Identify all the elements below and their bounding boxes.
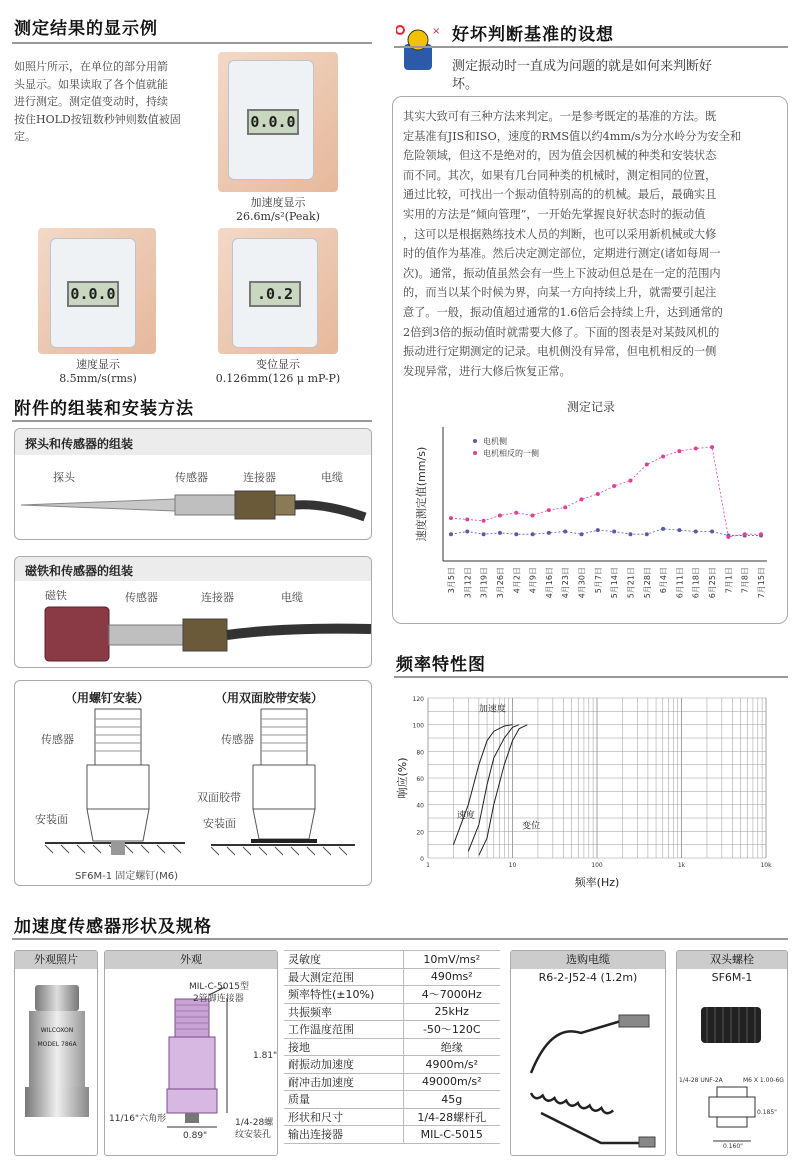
thread-note: 1/4-28螺 (235, 1118, 274, 1128)
data-point (612, 530, 616, 534)
sensor-outline-panel (104, 950, 278, 1156)
bolt-header: 双头螺栓 (677, 951, 787, 969)
connector-type-note: MIL-C-5015型 (189, 982, 249, 992)
magnet-label: 磁铁 (45, 589, 67, 602)
criteria-body: 其实大致可有三种方法来判定。一是参考既定的基准的方法。既 定基准有JIS和ISO，速度的RMS值以约4mm/s为分水岭分为安全和 危险领域，但这不是绝对的，因为值会因机械的种类和安装状态 而不同。其次，如果有几台同种类的机械时，测定相同的位置， 通过比较，可找出一个振动值特别高的的机械。最后，最确实且 实用的方法是“倾向管理”，一开始先掌握良好状态时的振动值 ，这可以是根据熟练技术人员的判断，也可以采用新机械或大修 时的值作为基准。然后决定测定部位，定期进行测定(诸如每周一 次)。通常，振动值虽然会有一些上下波动但总是在一定的范围内 的，而当以某个时候为界，向某一方向持续上升，就需要引起注 意了。一般，振动值超过通常的1.6倍后会持续上升，达到通常的 2倍到3倍的振动值时就需要大修了。下面的图表是对某鼓风机的 振动进行定期测定的记录。电机侧没有异常，但电机相反的一侧 发现异常，进行大修后恢复正常。 (403, 110, 742, 378)
vibration-meter (232, 238, 318, 348)
data-point (661, 454, 665, 458)
x-tick-label: 4月2日 (512, 567, 522, 594)
data-point (580, 532, 584, 536)
x-tick-label: 100 (591, 862, 603, 869)
bolt-drawing (677, 991, 787, 1155)
sensor-brand: WILCOXON (40, 1027, 74, 1034)
y-tick-label: 0 (420, 856, 424, 863)
sensor-hex-base (25, 1087, 89, 1117)
data-point (531, 513, 535, 517)
spec-row (284, 1091, 500, 1109)
spec-label: 耐冲击加速度 (284, 1073, 403, 1091)
divider (12, 420, 372, 422)
x-tick-label: 4月9日 (528, 567, 538, 594)
data-point (645, 463, 649, 467)
data-point (580, 497, 584, 501)
data-point (547, 531, 551, 535)
criteria-lead: 测定振动时一直成为问题的就是如何来判断好 坏。 (452, 59, 713, 92)
x-tick-label: 7月1日 (724, 567, 734, 594)
data-point (498, 513, 502, 517)
data-point (563, 530, 567, 534)
spec-label: 形状和尺寸 (284, 1108, 403, 1126)
probe-assembly-title: 探头和传感器的组装 (25, 437, 134, 451)
magnet-assembly-drawing (15, 603, 371, 665)
data-point (465, 530, 469, 534)
data-point (661, 527, 665, 531)
svg-text:×: × (432, 26, 440, 37)
sensor-outline-header: 外观 (105, 951, 277, 969)
series-line (451, 529, 761, 536)
probe-assembly-box (14, 428, 372, 540)
divider (12, 938, 788, 940)
curve-label: 变位 (522, 821, 541, 832)
cable-model: R6-2-J52-4 (1.2m) (538, 971, 638, 984)
y-tick-label: 40 (416, 802, 424, 810)
velocity-caption: 速度显示 8.5mm/s(rms) (59, 358, 137, 385)
sensor-body (29, 1011, 85, 1087)
data-point (759, 532, 763, 536)
connector-label: 连接器 (243, 471, 276, 484)
sensor-label: 传感器 (175, 471, 208, 484)
x-tick-label: 5月7日 (593, 567, 603, 594)
spec-row (284, 1108, 500, 1126)
criteria-section-title: 好坏判断基准的设想 (452, 25, 614, 45)
screw-surface-label: 安装面 (35, 813, 68, 826)
probe-label: 探头 (53, 471, 75, 484)
y-tick-label: 60 (416, 776, 424, 783)
data-point (563, 505, 567, 509)
data-point (547, 508, 551, 512)
spec-value: 25kHz (403, 1003, 500, 1021)
y-tick-label: 100 (412, 722, 424, 730)
spec-row (284, 1038, 500, 1056)
x-tick-label: 7月15日 (757, 567, 766, 599)
measurement-record-chart (403, 397, 779, 621)
bolt-dim-d: 0.160" (723, 1143, 743, 1150)
data-point (743, 532, 747, 536)
spec-label: 接地 (284, 1038, 403, 1056)
response-curve (453, 725, 512, 845)
thread-note-2: 纹安装孔 (235, 1130, 272, 1140)
displacement-display-photo (218, 228, 338, 354)
divider (394, 676, 788, 678)
spec-label: 耐振动加速度 (284, 1056, 403, 1074)
screw-mount-title: （用螺钉安装） (65, 691, 150, 705)
cable-label: 电缆 (321, 471, 343, 484)
displacement-caption: 变位显示 0.126mm(126 μ mP-P) (215, 358, 341, 385)
x-tick-label: 3月19日 (479, 567, 489, 599)
spec-value: 10mV/ms² (403, 951, 500, 969)
divider (12, 42, 372, 44)
height-dimension: 1.81" (253, 1051, 278, 1061)
spec-value: 49000m/s² (403, 1073, 500, 1091)
criteria-box (392, 96, 788, 624)
legend-label: 电机相反的一侧 (483, 449, 539, 458)
legend-label: 电机侧 (483, 437, 507, 446)
sensor-connector (35, 985, 79, 1011)
spec-table (284, 950, 500, 1144)
spec-label: 最大测定范围 (284, 968, 403, 986)
judgement-mascot-icon (396, 22, 440, 66)
meter-screen: 0.0.0 (247, 109, 299, 135)
cable-label: 电缆 (281, 591, 303, 604)
cable-drawing (511, 993, 665, 1153)
x-tick-label: 6月11日 (675, 567, 685, 599)
width-dimension: 0.89" (183, 1131, 208, 1141)
data-point (726, 535, 730, 539)
tape-sensor-label: 传感器 (221, 733, 254, 746)
data-point (531, 532, 535, 536)
data-point (628, 532, 632, 536)
acceleration-display-photo (218, 52, 338, 192)
legend-marker (473, 451, 477, 455)
data-point (710, 530, 714, 534)
spec-row (284, 1126, 500, 1144)
tape-label: 双面胶带 (197, 791, 241, 804)
data-point (596, 528, 600, 532)
bolt-dim-c: 0.185" (757, 1109, 777, 1116)
data-point (645, 532, 649, 536)
connector-pin-note: 2管脚连接器 (193, 994, 244, 1004)
vibration-meter (228, 60, 314, 180)
sensor-photo-panel (14, 950, 98, 1156)
meter-screen: .0.2 (249, 281, 301, 307)
vibration-meter (50, 238, 136, 348)
x-tick-label: 5月14日 (610, 567, 620, 599)
bolt-panel (676, 950, 788, 1156)
spec-value: 1/4-28螺杆孔 (403, 1108, 500, 1126)
spec-row (284, 951, 500, 969)
spec-value: 4900m/s² (403, 1056, 500, 1074)
data-point (514, 532, 518, 536)
x-tick-label: 1 (426, 862, 430, 869)
probe-assembly-drawing (15, 483, 371, 539)
x-tick-label: 6月25日 (708, 567, 718, 599)
x-tick-label: 5月28日 (642, 567, 652, 599)
spec-row (284, 1003, 500, 1021)
bolt-thread-b: M6 X 1.00-6G (743, 1077, 784, 1084)
data-point (449, 532, 453, 536)
x-tick-label: 10k (760, 862, 772, 869)
sensor-label: 传感器 (125, 591, 158, 604)
x-tick-label: 6月18日 (691, 567, 701, 599)
curve-label: 加速度 (478, 704, 506, 715)
spec-label: 质量 (284, 1091, 403, 1109)
spec-row (284, 986, 500, 1004)
data-point (514, 511, 518, 515)
velocity-display-photo (38, 228, 156, 354)
magnet-assembly-title: 磁铁和传感器的组装 (25, 564, 134, 578)
spec-row (284, 1073, 500, 1091)
tape-mount-title: （用双面胶带安装） (215, 691, 324, 705)
acceleration-caption: 加速度显示 26.6m/s²(Peak) (236, 196, 320, 223)
legend-marker (473, 439, 477, 443)
data-point (498, 531, 502, 535)
cable-header: 选购电缆 (511, 951, 665, 969)
spec-row (284, 968, 500, 986)
display-section-title: 测定结果的显示例 (14, 19, 158, 39)
data-point (710, 445, 714, 449)
bolt-thread-a: 1/4-28 UNF-2A (679, 1077, 723, 1084)
curve-label: 速度 (456, 811, 475, 821)
sensor-photo-header: 外观照片 (15, 951, 97, 969)
cable-panel (510, 950, 666, 1156)
x-tick-label: 4月23日 (561, 567, 571, 599)
mounting-methods-box (14, 680, 372, 886)
spec-row (284, 1021, 500, 1039)
data-point (612, 484, 616, 488)
display-intro: 如照片所示，在单位的部分用箭 头显示。如果读取了各个值就能 进行测定。测定值变动时，持续 按住HOLD按钮数秒钟则数值被固 定。 (14, 60, 181, 143)
data-point (677, 528, 681, 532)
x-tick-label: 7月8日 (740, 567, 750, 594)
tape-surface-label: 安装面 (203, 817, 236, 830)
data-point (628, 479, 632, 483)
data-point (482, 519, 486, 523)
spec-value: -50～120C (403, 1021, 500, 1039)
magnet-assembly-box (14, 556, 372, 668)
x-axis-label: 频率(Hz) (574, 876, 620, 889)
frequency-section-title: 频率特性图 (396, 655, 486, 675)
connector-label: 连接器 (201, 591, 234, 604)
x-tick-label: 4月30日 (577, 567, 587, 599)
x-tick-label: 3月5日 (447, 567, 456, 594)
y-tick-label: 120 (412, 696, 424, 703)
data-point (465, 517, 469, 521)
divider (394, 46, 788, 48)
meter-screen: 0.0.0 (67, 281, 119, 307)
sensor-model: MODEL 786A (37, 1041, 77, 1048)
mounting-drawing (15, 705, 371, 865)
y-axis-label: 速度测定值(mm/s) (415, 446, 428, 542)
data-point (596, 492, 600, 496)
hex-note: 11/16"六角形 (109, 1114, 167, 1124)
x-tick-label: 3月26日 (495, 567, 505, 599)
data-point (677, 449, 681, 453)
screw-sensor-label: 传感器 (41, 733, 74, 746)
x-tick-label: 6月4日 (659, 567, 669, 594)
data-point (449, 516, 453, 520)
spec-value: 490ms² (403, 968, 500, 986)
data-point (482, 532, 486, 536)
spec-value: MIL-C-5015 (403, 1126, 500, 1144)
y-tick-label: 80 (416, 749, 424, 757)
frequency-response-chart (396, 688, 786, 894)
data-point (694, 530, 698, 534)
spec-label: 灵敏度 (284, 951, 403, 969)
spec-label: 共振频率 (284, 1003, 403, 1021)
bolt-model: SF6M-1 (711, 971, 753, 984)
spec-label: 频率特性(±10%) (284, 986, 403, 1004)
spec-value: 45g (403, 1091, 500, 1109)
spec-value: 绝缘 (403, 1038, 500, 1056)
spec-value: 4～7000Hz (403, 986, 500, 1004)
y-tick-label: 20 (416, 829, 424, 837)
spec-label: 输出连接器 (284, 1126, 403, 1144)
data-point (694, 446, 698, 450)
spec-row (284, 1056, 500, 1074)
x-tick-label: 1k (677, 862, 686, 869)
chart-title: 测定记录 (566, 400, 616, 414)
x-tick-label: 3月12日 (463, 567, 473, 599)
x-tick-label: 4月16日 (544, 567, 554, 599)
y-axis-label: 响应(%) (396, 757, 409, 799)
screw-note: SF6M-1 固定螺钉(M6) (75, 871, 179, 882)
x-tick-label: 10 (508, 862, 517, 869)
spec-label: 工作温度范围 (284, 1021, 403, 1039)
spec-section-title: 加速度传感器形状及规格 (14, 917, 212, 937)
x-tick-label: 5月21日 (626, 567, 636, 599)
series-line (451, 447, 761, 537)
assembly-section-title: 附件的组装和安装方法 (14, 399, 194, 419)
